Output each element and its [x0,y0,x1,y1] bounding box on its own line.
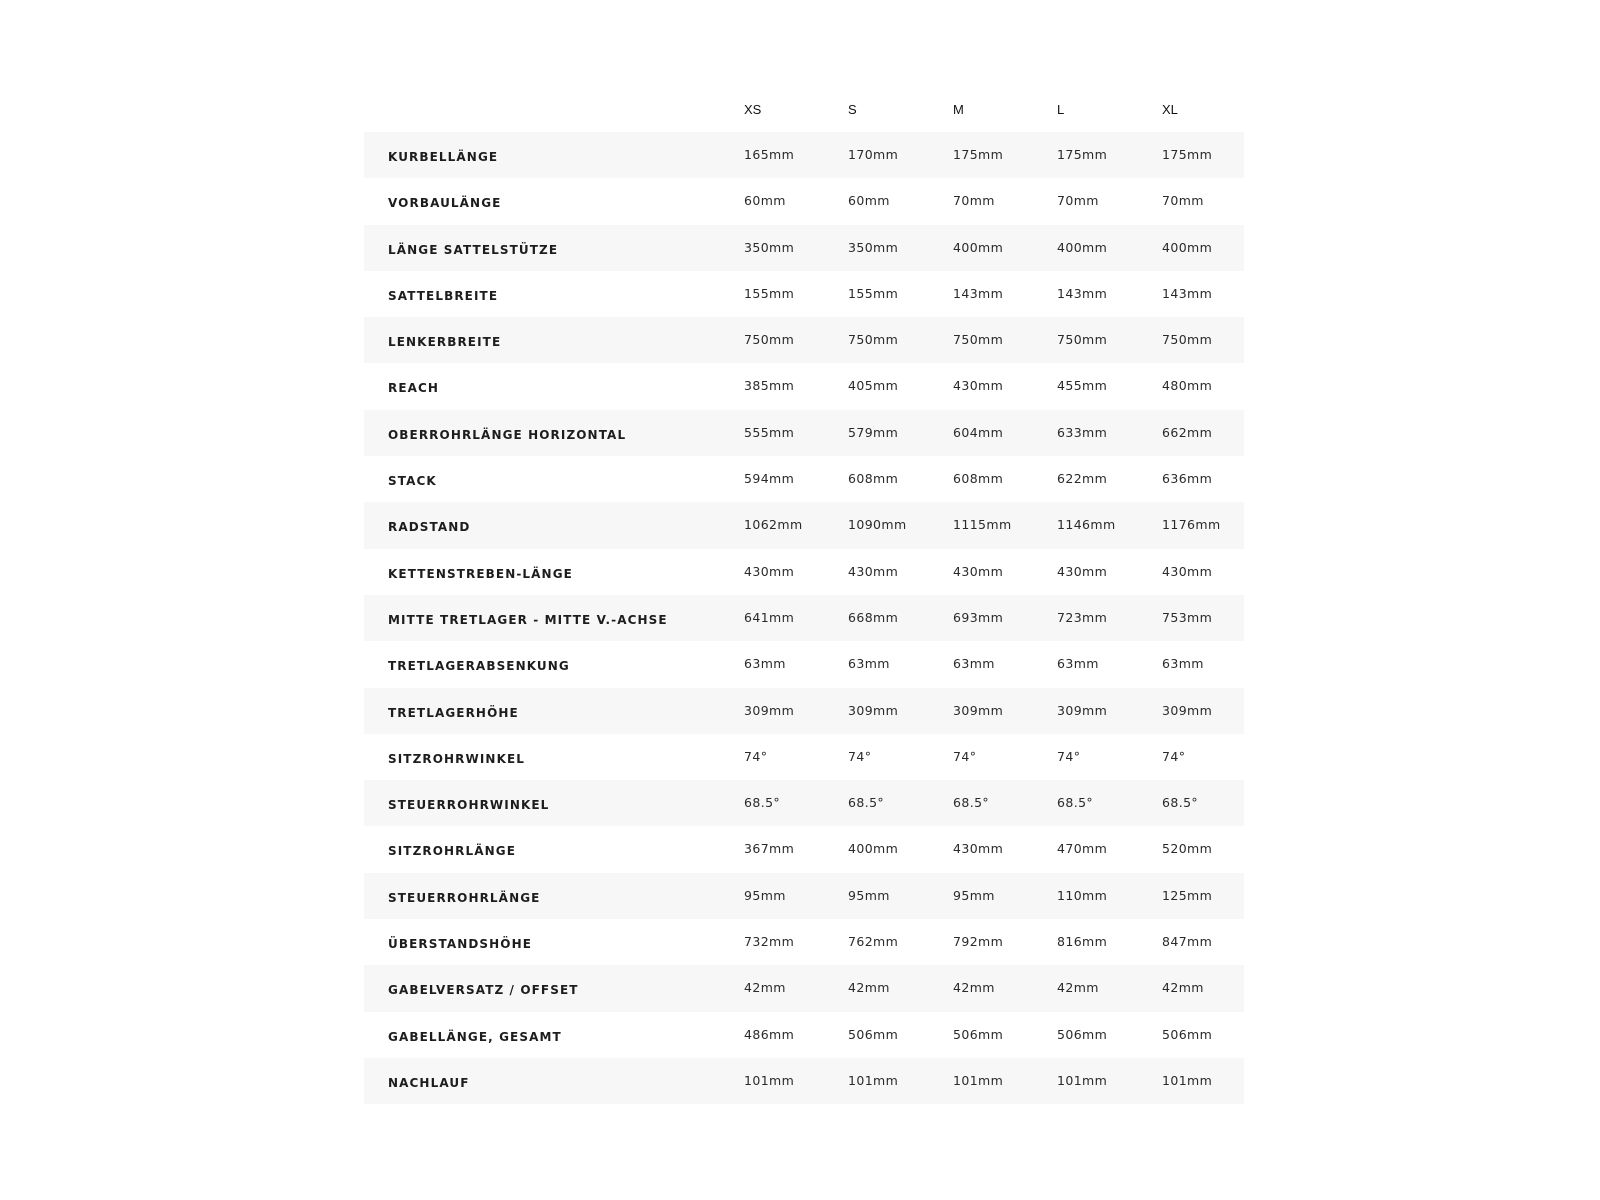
size-header-s: S [848,102,857,117]
table-row [364,641,1244,687]
value-cell: 42mm [848,980,890,996]
value-cell: 455mm [1057,378,1108,394]
value-cell: 110mm [1057,887,1108,903]
value-cell: 662mm [1162,424,1213,440]
table-row [364,780,1244,826]
value-cell: 480mm [1162,378,1213,394]
value-cell: 60mm [744,193,786,209]
row-label: SITZROHRLÄNGE [388,844,517,859]
value-cell: 750mm [1057,332,1108,348]
table-row [364,410,1244,456]
value-cell: 170mm [848,147,899,162]
value-cell: 506mm [1057,1026,1108,1042]
value-cell: 68.5° [848,795,885,811]
size-header-xs: XS [744,102,762,117]
table-row [364,456,1244,502]
value-cell: 95mm [953,887,995,903]
size-header-row [364,86,1244,132]
value-cell: 430mm [953,841,1004,857]
value-cell: 350mm [848,239,899,255]
value-cell: 723mm [1057,609,1108,625]
value-cell: 400mm [1162,239,1213,255]
table-row [364,688,1244,734]
row-label: LENKERBREITE [388,335,502,350]
value-cell: 125mm [1162,887,1213,903]
value-cell: 750mm [1162,332,1213,348]
row-label: LÄNGE SATTELSTÜTZE [388,242,559,257]
geometry-table [364,86,1244,1104]
value-cell: 74° [848,748,872,764]
value-cell: 792mm [953,934,1004,950]
value-cell: 1176mm [1162,517,1221,533]
value-cell: 74° [744,748,768,764]
row-label: STEUERROHRWINKEL [388,798,550,813]
value-cell: 63mm [953,656,995,672]
value-cell: 430mm [1057,563,1108,579]
value-cell: 430mm [953,378,1004,394]
value-cell: 430mm [953,563,1004,579]
row-label: GABELLÄNGE, GESAMT [388,1029,562,1044]
value-cell: 750mm [744,332,795,348]
value-cell: 143mm [953,285,1004,301]
value-cell: 309mm [744,702,795,718]
value-cell: 74° [953,748,977,764]
size-header-m: M [953,102,964,117]
value-cell: 470mm [1057,841,1108,857]
table-body [364,132,1244,1104]
value-cell: 636mm [1162,471,1213,487]
value-cell: 309mm [1162,702,1213,718]
table-row [364,178,1244,224]
value-cell: 506mm [953,1026,1004,1042]
value-cell: 175mm [953,147,1004,162]
value-cell: 95mm [744,887,786,903]
row-label: SITZROHRWINKEL [388,751,526,766]
row-label: TRETLAGERHÖHE [388,705,519,720]
table-row [364,363,1244,409]
row-label: KURBELLÄNGE [388,150,499,164]
row-label: STEUERROHRLÄNGE [388,890,541,905]
value-cell: 143mm [1162,285,1213,301]
value-cell: 63mm [848,656,890,672]
value-cell: 430mm [848,563,899,579]
value-cell: 732mm [744,934,795,950]
value-cell: 555mm [744,424,795,440]
value-cell: 1090mm [848,517,907,533]
value-cell: 101mm [1057,1072,1108,1088]
value-cell: 42mm [744,980,786,996]
row-label: TRETLAGERABSENKUNG [388,659,570,674]
table-row [364,271,1244,317]
value-cell: 155mm [744,285,795,301]
value-cell: 42mm [953,980,995,996]
row-label: REACH [388,381,440,396]
value-cell: 604mm [953,424,1004,440]
value-cell: 68.5° [1057,795,1094,811]
value-cell: 101mm [953,1072,1004,1088]
value-cell: 74° [1057,748,1081,764]
value-cell: 608mm [953,471,1004,487]
value-cell: 68.5° [744,795,781,811]
value-cell: 350mm [744,239,795,255]
value-cell: 622mm [1057,471,1108,487]
value-cell: 633mm [1057,424,1108,440]
row-label: RADSTAND [388,520,471,535]
value-cell: 693mm [953,609,1004,625]
value-cell: 506mm [1162,1026,1213,1042]
value-cell: 70mm [1057,193,1099,209]
table-row [364,1058,1244,1104]
value-cell: 520mm [1162,841,1213,857]
value-cell: 95mm [848,887,890,903]
row-label: VORBAULÄNGE [388,196,502,211]
size-header-l: L [1057,102,1065,117]
value-cell: 367mm [744,841,795,857]
row-label: GABELVERSATZ / OFFSET [388,983,579,998]
value-cell: 816mm [1057,934,1108,950]
value-cell: 42mm [1162,980,1204,996]
value-cell: 309mm [848,702,899,718]
value-cell: 762mm [848,934,899,950]
row-label: NACHLAUF [388,1075,470,1090]
table-row [364,317,1244,363]
value-cell: 60mm [848,193,890,209]
size-header-xl: XL [1162,102,1178,117]
table-row [364,919,1244,965]
value-cell: 70mm [953,193,995,209]
value-cell: 74° [1162,748,1186,764]
value-cell: 1146mm [1057,517,1116,533]
value-cell: 608mm [848,471,899,487]
value-cell: 506mm [848,1026,899,1042]
value-cell: 430mm [744,563,795,579]
row-label: KETTENSTREBEN-LÄNGE [388,566,573,581]
value-cell: 668mm [848,609,899,625]
value-cell: 1115mm [953,517,1012,533]
value-cell: 63mm [744,656,786,672]
row-label: MITTE TRETLAGER - MITTE V.-ACHSE [388,612,668,627]
value-cell: 68.5° [1162,795,1199,811]
value-cell: 400mm [848,841,899,857]
table-row [364,225,1244,271]
value-cell: 405mm [848,378,899,394]
value-cell: 70mm [1162,193,1204,209]
table-row [364,734,1244,780]
value-cell: 175mm [1057,147,1108,162]
value-cell: 42mm [1057,980,1099,996]
table-row [364,965,1244,1011]
table-row [364,873,1244,919]
table-row [364,132,1244,178]
value-cell: 309mm [953,702,1004,718]
value-cell: 63mm [1057,656,1099,672]
value-cell: 579mm [848,424,899,440]
value-cell: 1062mm [744,517,803,533]
value-cell: 400mm [953,239,1004,255]
value-cell: 641mm [744,609,795,625]
value-cell: 750mm [953,332,1004,348]
value-cell: 847mm [1162,934,1213,950]
value-cell: 165mm [744,147,795,162]
table-row [364,502,1244,548]
row-label: STACK [388,474,437,489]
value-cell: 753mm [1162,609,1213,625]
value-cell: 101mm [1162,1072,1213,1088]
value-cell: 155mm [848,285,899,301]
value-cell: 63mm [1162,656,1204,672]
table-row [364,549,1244,595]
table-row [364,1012,1244,1058]
value-cell: 68.5° [953,795,990,811]
value-cell: 594mm [744,471,795,487]
row-label: SATTELBREITE [388,288,499,303]
value-cell: 750mm [848,332,899,348]
value-cell: 486mm [744,1026,795,1042]
value-cell: 101mm [848,1072,899,1088]
table-row [364,595,1244,641]
value-cell: 175mm [1162,147,1213,162]
row-label: ÜBERSTANDSHÖHE [388,937,533,952]
value-cell: 430mm [1162,563,1213,579]
value-cell: 101mm [744,1072,795,1088]
row-label: OBERROHRLÄNGE HORIZONTAL [388,427,627,442]
value-cell: 143mm [1057,285,1108,301]
value-cell: 400mm [1057,239,1108,255]
value-cell: 309mm [1057,702,1108,718]
table-row [364,826,1244,872]
value-cell: 385mm [744,378,795,394]
